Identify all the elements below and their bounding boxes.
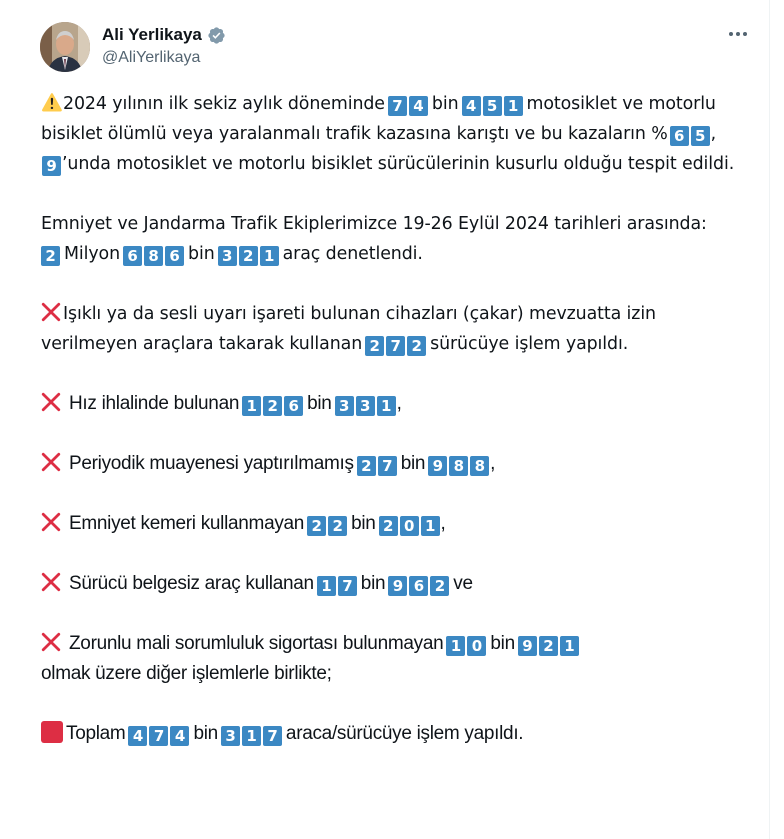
keycap-digit: 3 bbox=[356, 396, 375, 416]
keycap-digit: 2 bbox=[307, 516, 326, 536]
item-bin: bin bbox=[360, 573, 386, 594]
author-block bbox=[102, 24, 226, 67]
keycap-digit: 6 bbox=[670, 126, 689, 146]
spacer bbox=[41, 599, 741, 629]
keycap-number bbox=[379, 513, 440, 534]
keycap-digit: 8 bbox=[470, 456, 489, 476]
text-arac-denetlendi: araç denetlendi. bbox=[282, 244, 423, 264]
keycap-digit: 7 bbox=[149, 726, 168, 746]
keycap-digit: 5 bbox=[483, 96, 502, 116]
keycap-digit: 7 bbox=[378, 456, 397, 476]
spacer bbox=[41, 179, 741, 209]
keycap-digit: 2 bbox=[407, 336, 426, 356]
keycap-number bbox=[221, 723, 282, 744]
keycap-digit: 3 bbox=[221, 726, 240, 746]
keycap-digit: 4 bbox=[170, 726, 189, 746]
paragraph-flashing-lights bbox=[41, 299, 741, 359]
keycap-number bbox=[307, 513, 347, 534]
keycap-digit: 0 bbox=[400, 516, 419, 536]
cross-mark-icon bbox=[41, 572, 61, 592]
keycap-digit: 6 bbox=[123, 246, 142, 266]
paragraph-intro bbox=[41, 89, 741, 179]
warning-icon bbox=[41, 92, 63, 112]
keycap-digit: 2 bbox=[539, 636, 558, 656]
keycap-digit: 1 bbox=[377, 396, 396, 416]
tweet-header bbox=[40, 22, 760, 74]
verified-badge-icon[interactable] bbox=[207, 26, 226, 45]
keycap-number bbox=[42, 154, 61, 174]
keycap-digit: 1 bbox=[421, 516, 440, 536]
inspection-total bbox=[41, 239, 741, 269]
keycap-digit: 8 bbox=[144, 246, 163, 266]
total-tail: araca/sürücüye işlem yapıldı. bbox=[285, 723, 524, 744]
keycap-digit: 1 bbox=[504, 96, 523, 116]
keycap-digit: 2 bbox=[263, 396, 282, 416]
spacer bbox=[41, 359, 741, 389]
item-tail: , bbox=[440, 513, 446, 534]
keycap-digit: 9 bbox=[518, 636, 537, 656]
flashing-lights-tail: sürücüye işlem yapıldı. bbox=[430, 334, 629, 354]
keycap-digit: 1 bbox=[317, 576, 336, 596]
keycap-digit: 9 bbox=[388, 576, 407, 596]
keycap-digit: 7 bbox=[338, 576, 357, 596]
column-border bbox=[769, 0, 770, 839]
cross-mark-icon bbox=[41, 452, 61, 472]
item-bin: bin bbox=[400, 453, 426, 474]
list-item-no-license bbox=[41, 569, 741, 599]
total-line bbox=[41, 719, 741, 749]
list-item-speeding bbox=[41, 389, 741, 419]
intro-text-2: bin bbox=[431, 94, 459, 114]
spacer bbox=[41, 689, 741, 719]
keycap-number bbox=[41, 244, 60, 264]
keycap-number bbox=[317, 573, 357, 594]
item-bin: bin bbox=[490, 633, 515, 654]
keycap-digit: 0 bbox=[467, 636, 486, 656]
keycap-digit: 2 bbox=[379, 516, 398, 536]
keycap-digit: 4 bbox=[409, 96, 428, 116]
keycap-digit: 7 bbox=[386, 336, 405, 356]
keycap-digit: 8 bbox=[449, 456, 468, 476]
cross-mark-icon bbox=[41, 302, 61, 322]
keycap-digit: 9 bbox=[42, 156, 61, 176]
keycap-number bbox=[218, 244, 279, 264]
more-horizontal-icon bbox=[729, 32, 733, 36]
keycap-number bbox=[518, 633, 579, 654]
keycap-digit: 2 bbox=[239, 246, 258, 266]
item-tail: ve bbox=[453, 573, 473, 594]
keycap-number bbox=[365, 334, 426, 354]
list-item-no-insurance bbox=[41, 629, 741, 689]
keycap-digit: 5 bbox=[691, 126, 710, 146]
keycap-digit: 6 bbox=[409, 576, 428, 596]
keycap-number bbox=[388, 573, 449, 594]
flashing-lights-text: Işıklı ya da sesli uyarı işareti bulunan cihazları (çakar) mevzuatta izin verilmeyen araçlara takarak kullanan bbox=[41, 304, 656, 354]
total-bin: bin bbox=[193, 723, 218, 744]
keycap-digit: 1 bbox=[242, 396, 261, 416]
keycap-digit: 1 bbox=[560, 636, 579, 656]
item-tail: , bbox=[490, 453, 496, 474]
list-item-seatbelt bbox=[41, 509, 741, 539]
item-label: Zorunlu mali sorumluluk sigortası bulunmayan bbox=[69, 633, 444, 654]
keycap-digit: 4 bbox=[462, 96, 481, 116]
keycap-number bbox=[357, 453, 397, 474]
keycap-number bbox=[446, 633, 486, 654]
intro-text-3: motosiklet ve motorlu bisiklet ölümlü veya yaralanmalı trafik kazasına karıştı ve bu kazaların % bbox=[41, 94, 716, 144]
keycap-number bbox=[335, 393, 396, 414]
avatar[interactable] bbox=[40, 22, 90, 72]
item-bin: bin bbox=[351, 513, 376, 534]
keycap-number bbox=[128, 723, 189, 744]
keycap-number bbox=[388, 94, 428, 114]
dot bbox=[736, 32, 740, 36]
item-label: Hız ihlalinde bulunan bbox=[69, 393, 240, 414]
text-milyon: Milyon bbox=[64, 244, 121, 264]
dot bbox=[743, 32, 747, 36]
keycap-number bbox=[462, 94, 523, 114]
more-options-button[interactable] bbox=[726, 24, 750, 44]
text-bin: bin bbox=[188, 244, 215, 264]
item-label: Sürücü belgesiz araç kullanan bbox=[69, 573, 314, 594]
intro-comma: , bbox=[710, 124, 717, 144]
keycap-digit: 3 bbox=[335, 396, 354, 416]
keycap-digit: 6 bbox=[284, 396, 303, 416]
tweet-text bbox=[41, 89, 741, 749]
spacer bbox=[41, 539, 741, 569]
author-handle[interactable]: @AliYerlikaya bbox=[102, 49, 201, 66]
inspection-text: Emniyet ve Jandarma Trafik Ekiplerimizce 19-26 Eylül 2024 tarihleri arasında: bbox=[41, 214, 707, 234]
intro-text-1: 2024 yılının ilk sekiz aylık döneminde bbox=[63, 94, 385, 114]
keycap-digit: 3 bbox=[218, 246, 237, 266]
keycap-digit: 2 bbox=[430, 576, 449, 596]
keycap-number bbox=[428, 453, 489, 474]
keycap-digit: 7 bbox=[263, 726, 282, 746]
keycap-digit: 6 bbox=[165, 246, 184, 266]
keycap-digit: 1 bbox=[260, 246, 279, 266]
keycap-number bbox=[123, 244, 184, 264]
intro-text-5: ’unda motosiklet ve motorlu bisiklet sürücülerinin kusurlu olduğu tespit edildi. bbox=[62, 154, 735, 174]
spacer bbox=[41, 479, 741, 509]
keycap-digit: 1 bbox=[242, 726, 261, 746]
list-item-inspection bbox=[41, 449, 741, 479]
item-tail: , bbox=[396, 393, 402, 414]
total-label: Toplam bbox=[66, 723, 126, 744]
keycap-digit: 2 bbox=[365, 336, 384, 356]
item-label: Emniyet kemeri kullanmayan bbox=[69, 513, 305, 534]
spacer bbox=[41, 269, 741, 299]
cross-mark-icon bbox=[41, 512, 61, 532]
keycap-number bbox=[670, 124, 710, 144]
author-name[interactable]: Ali Yerlikaya bbox=[102, 25, 202, 44]
cross-mark-icon bbox=[41, 632, 61, 652]
item-bin: bin bbox=[307, 393, 332, 414]
item-tail: olmak üzere diğer işlemlerle birlikte; bbox=[41, 663, 332, 684]
spacer bbox=[41, 419, 741, 449]
keycap-digit: 4 bbox=[128, 726, 147, 746]
keycap-digit: 7 bbox=[388, 96, 407, 116]
red-square-icon bbox=[41, 721, 63, 743]
keycap-digit: 1 bbox=[446, 636, 465, 656]
keycap-number bbox=[242, 393, 303, 414]
keycap-digit: 2 bbox=[357, 456, 376, 476]
avatar-photo bbox=[40, 22, 90, 72]
cross-mark-icon bbox=[41, 392, 61, 412]
keycap-digit: 2 bbox=[41, 246, 60, 266]
item-label: Periyodik muayenesi yaptırılmamış bbox=[69, 453, 354, 474]
paragraph-inspection bbox=[41, 209, 741, 269]
keycap-digit: 2 bbox=[328, 516, 347, 536]
keycap-digit: 9 bbox=[428, 456, 447, 476]
